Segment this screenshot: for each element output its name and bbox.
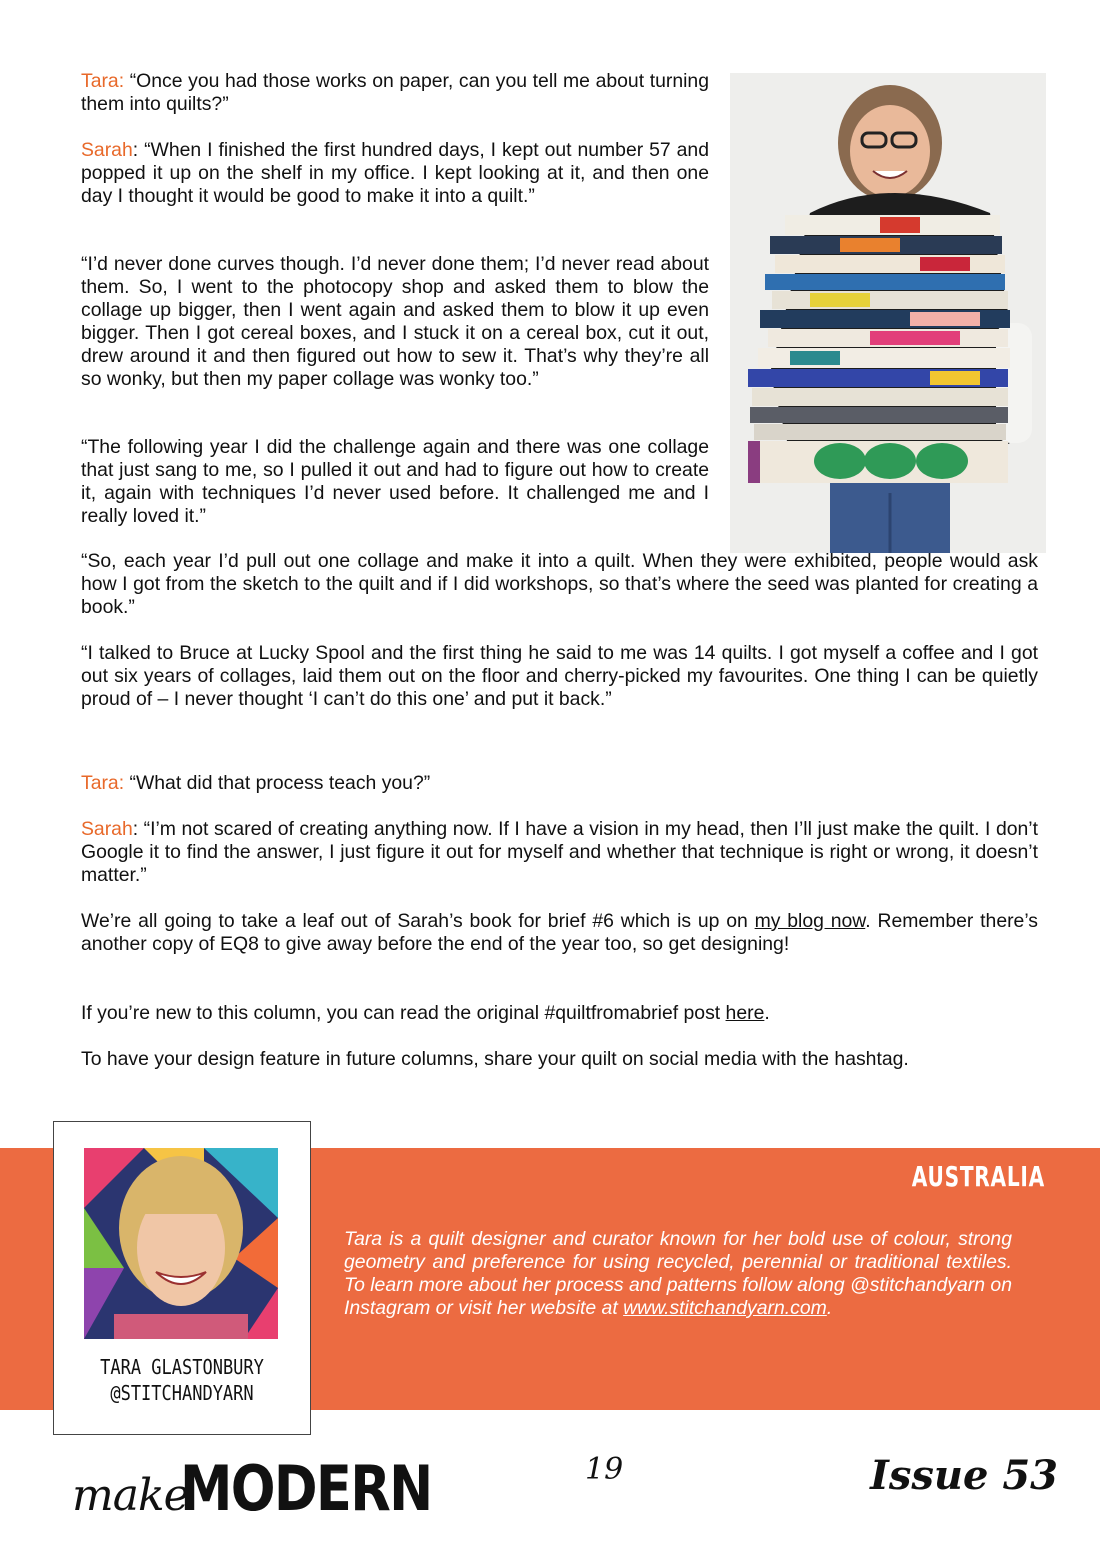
paragraph-each-year: “So, each year I’d pull out one collage and make it into a quilt. When they were exhibited, people would ask how I got from the sketch to the quilt and if I did workshops, so that’s where the seed was planted for creating a book.” [81,550,1038,618]
logo-modern: MODERN [180,1452,432,1525]
author-portrait [84,1148,278,1339]
page-number: 19 [585,1452,624,1487]
author-handle: @STITCHANDYARN [110,1381,254,1405]
paragraph-hashtag: To have your design feature in future columns, share your quilt on social media with the hashtag. [81,1048,909,1070]
author-caption [72,1354,291,1406]
issue-number: Issue 53 [870,1452,1058,1499]
paragraph-tara-question-2: Tara: “What did that process teach you?” [81,772,431,794]
original-post-link[interactable]: here [725,1002,765,1024]
logo-make: make [72,1470,189,1521]
paragraph-new-to-column: If you’re new to this column, you can read the original #quiltfromabrief post here. [81,1002,770,1024]
photo-sarah-with-quilts [730,73,1046,553]
paragraph-lucky-spool: “I talked to Bruce at Lucky Spool and the first thing he said to me was 14 quilts. I got myself a coffee and I got out six years of collages, laid them out on the floor and cherry-picked my favourites. One thing I can be quietly proud of – I never thought ‘I can’t do this one’ and put it back.” [81,642,1038,710]
paragraph-tara-question-1: Tara: “Once you had those works on paper, can you tell me about turning them into quilts?” [81,70,709,115]
paragraph-sarah-answer-1: Sarah: “When I finished the first hundred days, I kept out number 57 and popped it up on the shelf in my office. I kept looking at it, and then one day I thought it would be good to make it into a quilt.” [81,139,709,207]
author-bio: Tara is a quilt designer and curator known for her bold use of colour, strong geometry and preference for using recycled, perennial or traditional textiles. To learn more about her process and patterns follow along @stitchandyarn on Instagram or visit her website at www.stitchandyarn.com. [344,1228,1012,1319]
paragraph-brief-6: We’re all going to take a leaf out of Sarah’s book for brief #6 which is up on my blog now. Remember there’s another copy of EQ8 to give away before the end of the year too, so get designing! [81,910,1038,955]
speaker-tara: Tara: [81,772,125,794]
speaker-sarah: Sarah [81,139,133,161]
speaker-tara: Tara: [81,70,125,92]
paragraph-curves: “I’d never done curves though. I’d never done them; I’d never read about them. So, I went to the photocopy shop and asked them to blow the collage up bigger, then I went again and asked them to blow it up even bigger. Then I got cereal boxes, and I stuck it on a cereal box, cut it out, drew around it and then figured out how to sew it. That’s why they’re all so wonky, but then my paper collage was wonky too.” [81,253,709,390]
country-label: AUSTRALIA [911,1160,1045,1193]
paragraph-following-year: “The following year I did the challenge again and there was one collage that just sang to me, so I pulled it out and had to figure out how to create it, again with techniques I’d never used before. It challenged me and I really loved it.” [81,436,709,527]
website-link[interactable]: www.stitchandyarn.com [623,1297,827,1319]
blog-link[interactable]: my blog now [754,910,866,932]
author-name: TARA GLASTONBURY [100,1355,264,1379]
speaker-sarah: Sarah [81,818,133,840]
paragraph-sarah-answer-2: Sarah: “I’m not scared of creating anything now. If I have a vision in my head, then I’ll just make the quilt. I don’t Google it to find the answer, I just figure it out for myself and whether that technique is right or wrong, it doesn’t matter.” [81,818,1038,886]
